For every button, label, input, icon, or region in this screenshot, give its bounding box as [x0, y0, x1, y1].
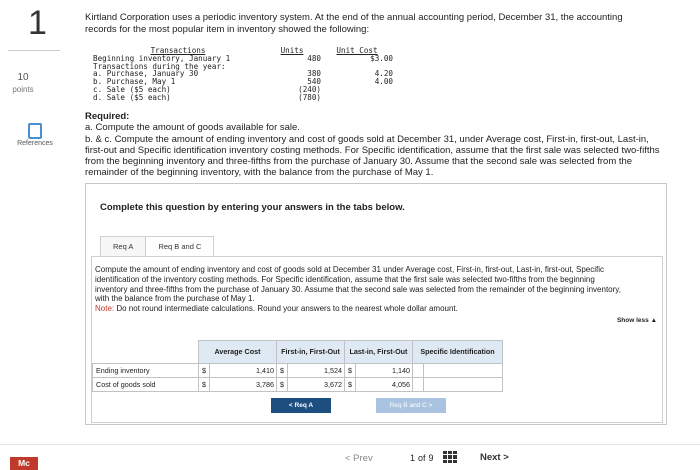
description-main: Compute the amount of ending inventory and cost of goods sold at December 31 under Average cost, First-in, first-out, Last-in, first-out, Specific identification of the inventory costing methods. For Specific identification, assume that the first sale was selected two-fifths from the beginning inventory and three-fifths from the purchase of January 30. Assume that the second sale was selected from the remainder of the beginning inventory, with the balance from the purchase of May 1. — [95, 265, 621, 304]
cogs-specific-input[interactable] — [424, 378, 503, 392]
row-label: a. Purchase, January 30 — [93, 69, 199, 79]
currency-symbol-empty — [413, 378, 424, 392]
required-a: a. Compute the amount of goods available for sale. — [85, 122, 300, 134]
answer-panel — [85, 183, 667, 425]
row-unit-cost — [321, 86, 393, 94]
row-units: 540 — [307, 77, 321, 87]
row-units: 480 — [307, 53, 321, 63]
currency-symbol: $ — [345, 378, 356, 392]
instruction-text: Complete this question by entering your answers in the tabs below. — [100, 202, 405, 213]
row-label: Ending inventory — [93, 364, 199, 378]
col-average-cost: Average Cost — [199, 341, 277, 364]
row-label: Beginning inventory, January 1 — [93, 53, 231, 63]
intro-text: Kirtland Corporation uses a periodic inventory system. At the end of the annual accounting period, December 31, the accounting records for the most popular item in inventory showed the following: — [85, 12, 623, 35]
footer-divider — [0, 444, 700, 445]
page-of: of — [418, 453, 426, 463]
prev-req-button[interactable]: < Req A — [271, 398, 331, 413]
tab-bar — [100, 236, 214, 256]
ending-inventory-average-input[interactable]: 1,410 — [210, 364, 277, 378]
header-unit-cost: Unit Cost — [336, 46, 378, 55]
cogs-lifo-input[interactable]: 4,056 — [356, 378, 413, 392]
book-icon — [28, 123, 42, 139]
note-text: Do not round intermediate calculations. Round your answers to the nearest whole dollar amount. — [114, 304, 458, 314]
row-units: 380 — [307, 69, 321, 79]
row-unit-cost — [321, 94, 393, 102]
table-row — [93, 364, 503, 378]
table-row — [93, 378, 503, 392]
row-units: (240) — [298, 84, 321, 94]
divider — [8, 50, 60, 51]
question-number: 1 — [28, 4, 47, 42]
currency-symbol: $ — [277, 378, 288, 392]
next-req-button[interactable]: Req B and C > — [376, 398, 446, 413]
ending-inventory-fifo-input[interactable]: 1,524 — [288, 364, 345, 378]
row-unit-cost: 4.00 — [374, 77, 393, 87]
points-unit: points — [12, 85, 34, 94]
page-total: 9 — [428, 453, 434, 463]
page-current: 1 — [410, 453, 416, 463]
note-label: Note: — [95, 304, 115, 314]
prev-button[interactable]: < Prev — [345, 453, 373, 464]
currency-symbol: $ — [199, 364, 210, 378]
row-label: Transactions during the year: — [93, 61, 226, 71]
header-units: Units — [280, 46, 304, 55]
table-row — [93, 94, 393, 102]
points-value: 10 — [17, 72, 29, 83]
cogs-fifo-input[interactable]: 3,672 — [288, 378, 345, 392]
grid-icon[interactable] — [443, 451, 457, 463]
col-specific: Specific Identification — [413, 341, 503, 364]
answer-table — [92, 340, 503, 392]
row-unit-cost: $3.00 — [370, 53, 393, 63]
references-label: References — [17, 140, 53, 147]
references-button[interactable] — [6, 123, 64, 147]
tab-req-b-and-c[interactable]: Req B and C — [146, 236, 214, 256]
ending-inventory-specific-input[interactable] — [424, 364, 503, 378]
currency-symbol-empty — [413, 364, 424, 378]
tab-description — [95, 265, 623, 314]
col-fifo: First-in, First-Out — [277, 341, 345, 364]
ending-inventory-lifo-input[interactable]: 1,140 — [356, 364, 413, 378]
row-label: d. Sale ($5 each) — [93, 92, 171, 102]
mcgraw-hill-logo: Mc — [10, 457, 38, 470]
show-less-toggle[interactable]: Show less ▲ — [616, 317, 657, 324]
currency-symbol: $ — [199, 378, 210, 392]
page-indicator — [410, 453, 434, 463]
row-units: (780) — [298, 92, 321, 102]
col-lifo: Last-in, First-Out — [345, 341, 413, 364]
row-unit-cost: 4.20 — [374, 69, 393, 79]
required-section — [85, 111, 665, 179]
corner-cell — [93, 341, 199, 364]
required-bc: b. & c. Compute the amount of ending inventory and cost of goods sold at December 31, under Average cost, First-in, first-out, Last-in, first-out and Specific identification inventory costing methods. For Specific identification, assume that the first sale was selected two-fifths from the beginning inventory and three-fifths from the purchase of January 30. Assume that the second sale was selected from the remainder of the beginning inventory, with the balance from the purchase of May 1. — [85, 133, 660, 179]
currency-symbol: $ — [345, 364, 356, 378]
next-button[interactable]: Next > — [480, 452, 509, 463]
cogs-average-input[interactable]: 3,786 — [210, 378, 277, 392]
row-label: b. Purchase, May 1 — [93, 77, 176, 87]
answer-header-row — [93, 341, 503, 364]
currency-symbol: $ — [277, 364, 288, 378]
row-label: Cost of goods sold — [93, 378, 199, 392]
tab-req-a[interactable]: Req A — [100, 236, 146, 256]
required-label: Required: — [85, 111, 130, 122]
points-box — [8, 72, 38, 96]
header-transactions: Transactions — [150, 46, 206, 55]
row-label: c. Sale ($5 each) — [93, 84, 171, 94]
transactions-table — [93, 47, 393, 102]
